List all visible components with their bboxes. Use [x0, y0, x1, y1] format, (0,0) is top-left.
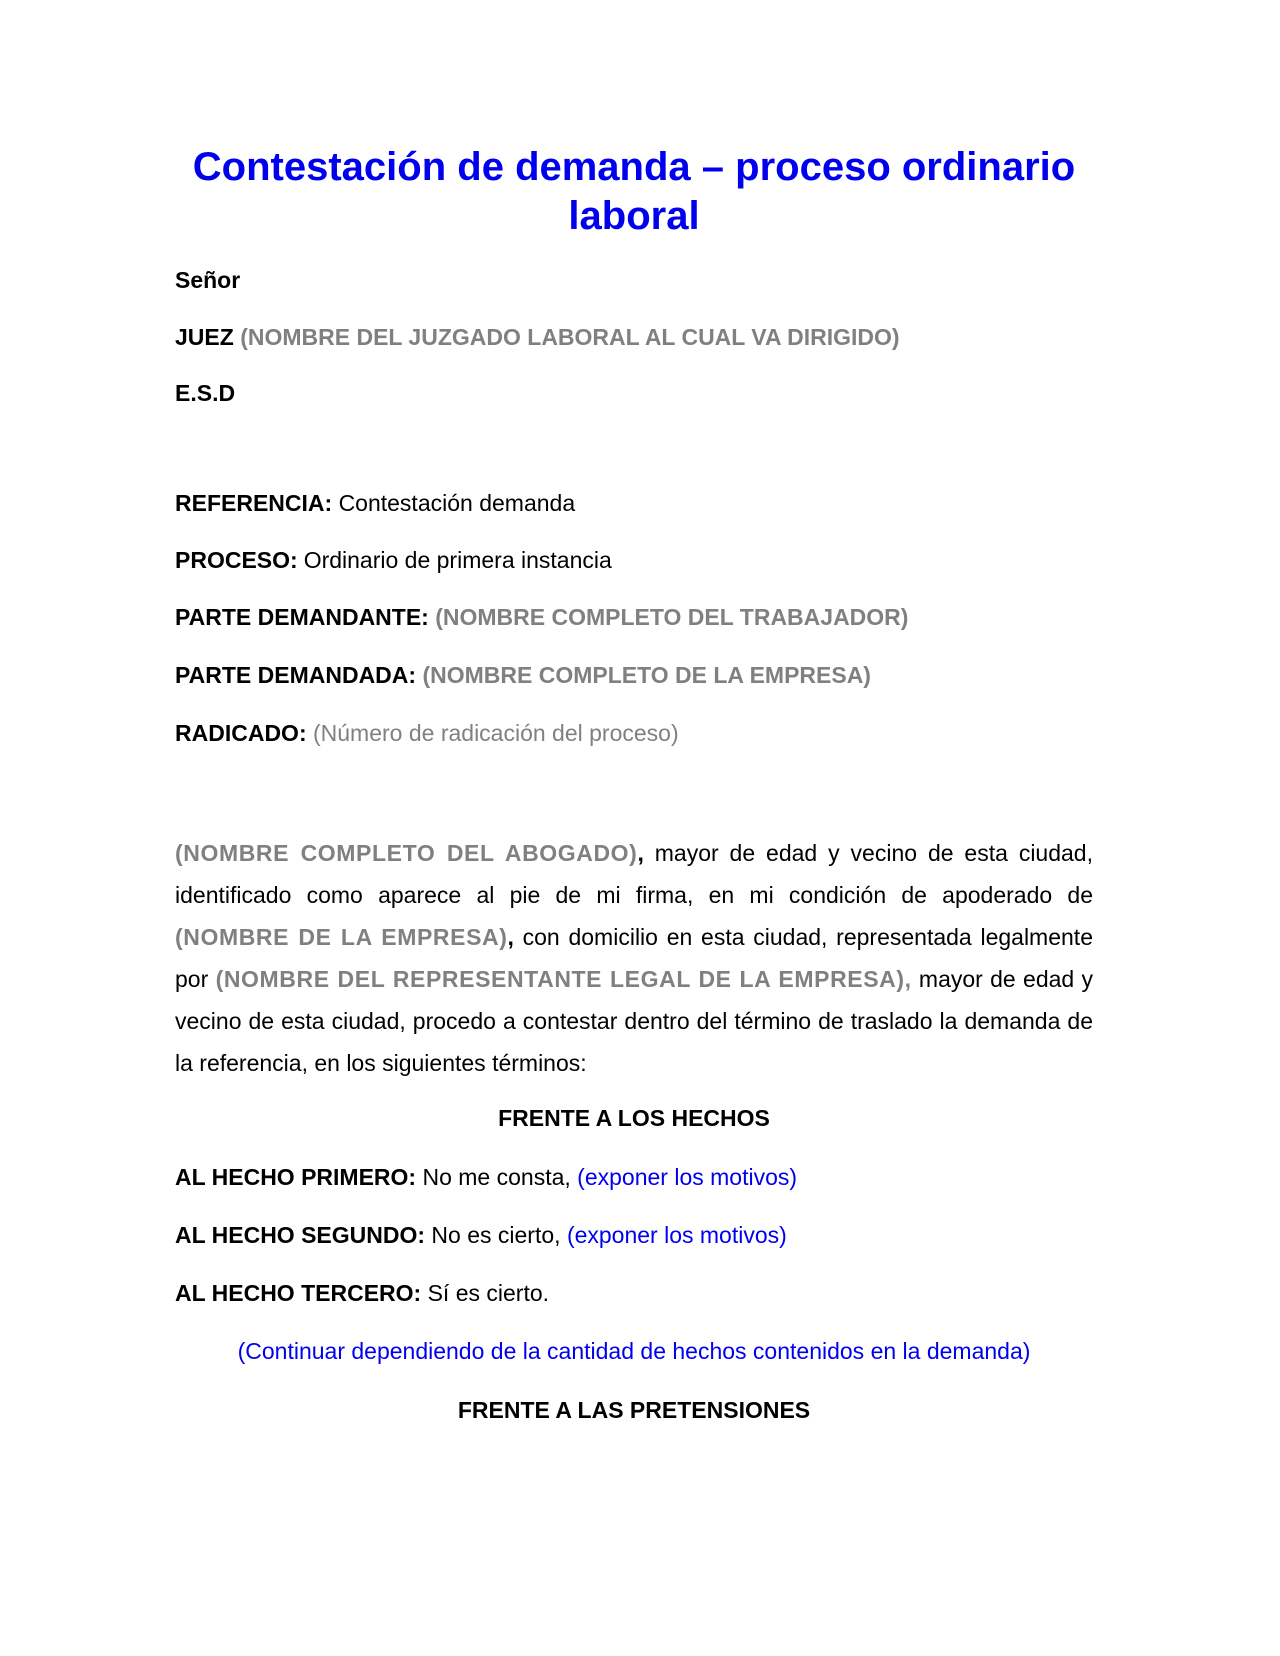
intro-text-2: con domicilio en esta ciudad, representada legalmente por — [175, 924, 1093, 992]
referencia-value: Contestación demanda — [338, 490, 576, 516]
pretensiones-heading: FRENTE A LAS PRETENSIONES — [457, 1397, 811, 1423]
hecho-segundo-text: No es cierto, — [425, 1222, 567, 1248]
intro-comma-2: , — [507, 924, 514, 950]
demandada-line — [175, 660, 1093, 690]
demandada-placeholder: (NOMBRE COMPLETO DE LA EMPRESA) — [422, 662, 871, 688]
radicado-placeholder: (Número de radicación del proceso) — [313, 720, 679, 746]
demandada-label: PARTE DEMANDADA: — [175, 662, 417, 688]
proceso-value: Ordinario de primera instancia — [303, 547, 612, 573]
hecho-tercero-label: AL HECHO TERCERO: — [175, 1280, 422, 1306]
intro-paragraph — [175, 832, 1093, 1084]
referencia-label: REFERENCIA: — [175, 490, 333, 516]
hechos-heading: FRENTE A LOS HECHOS — [498, 1105, 770, 1131]
hecho-primero-text: No me consta, — [416, 1164, 578, 1190]
intro-text-1: mayor de edad y vecino de esta ciudad, identificado como aparece al pie de mi firma, en mi condición de apoderado de — [175, 840, 1093, 908]
document-title: Contestación de demanda – proceso ordinario laboral — [192, 145, 1076, 238]
hecho-primero-note: (exponer los motivos) — [577, 1164, 798, 1190]
abogado-placeholder: (NOMBRE COMPLETO DEL ABOGADO) — [175, 840, 638, 866]
hecho-segundo-line — [175, 1220, 1093, 1250]
hecho-segundo-note: (exponer los motivos) — [566, 1222, 787, 1248]
proceso-line — [175, 545, 1093, 575]
salutation: Señor — [175, 267, 241, 293]
continuar-note: (Continuar dependiendo de la cantidad de hechos contenidos en la demanda) — [237, 1338, 1031, 1364]
radicado-line — [175, 718, 1093, 748]
demandante-line — [175, 602, 1093, 632]
radicado-label: RADICADO: — [175, 720, 307, 746]
hecho-tercero-line — [175, 1278, 1093, 1308]
demandante-placeholder: (NOMBRE COMPLETO DEL TRABAJADOR) — [435, 604, 909, 630]
referencia-line — [175, 488, 1093, 518]
hecho-tercero-text: Sí es cierto. — [421, 1280, 550, 1306]
intro-text-3: mayor de edad y vecino de esta ciudad, procedo a contestar dentro del término de traslado la demanda de la referencia, en los siguientes términos: — [175, 966, 1094, 1076]
juez-label: JUEZ — [175, 324, 234, 350]
hecho-primero-label: AL HECHO PRIMERO: — [175, 1164, 417, 1190]
empresa-placeholder: (NOMBRE DE LA EMPRESA) — [175, 924, 508, 950]
hecho-primero-line — [175, 1162, 1093, 1192]
hecho-segundo-label: AL HECHO SEGUNDO: — [175, 1222, 426, 1248]
esd-line: E.S.D — [175, 380, 236, 406]
proceso-label: PROCESO: — [175, 547, 298, 573]
juez-placeholder: (NOMBRE DEL JUZGADO LABORAL AL CUAL VA DIRIGIDO) — [240, 324, 900, 350]
juez-line — [175, 322, 1093, 352]
intro-comma-1: , — [637, 840, 644, 866]
representante-placeholder: (NOMBRE DEL REPRESENTANTE LEGAL DE LA EMPRESA), — [215, 966, 912, 992]
demandante-label: PARTE DEMANDANTE: — [175, 604, 429, 630]
